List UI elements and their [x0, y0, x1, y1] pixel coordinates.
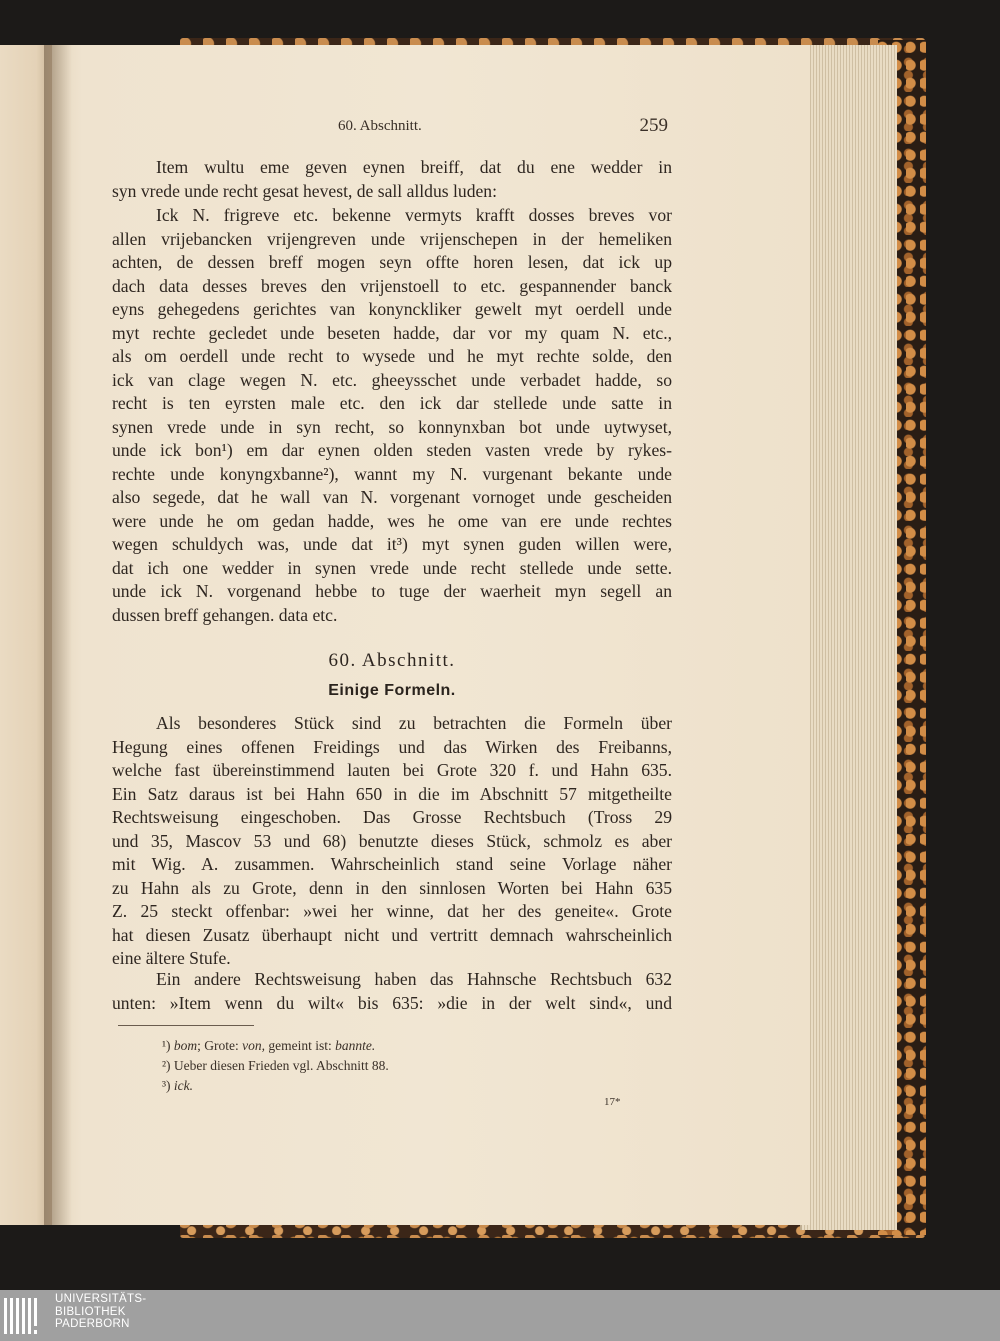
text-line: Z. 25 steckt offenbar: »wei her winne, dat her des geneite«. Grote	[112, 901, 672, 921]
text-line: eyns gehegedens gerichtes van konynckliker gewelt myt oerdell unde	[112, 299, 672, 319]
footnote-text: ; Grote:	[197, 1038, 243, 1053]
footnote-rule	[118, 1025, 254, 1026]
text-line: Ein Satz daraus ist bei Hahn 650 in die im Abschnitt 57 mitgetheilte	[112, 783, 672, 804]
section-subtitle: Einige Formeln.	[328, 682, 456, 699]
footnote-text: Ueber diesen Frieden vgl. Abschnitt 88.	[173, 1058, 389, 1073]
text-line: rechte unde konyngxbanne²), wannt my N. vurgenant bekante unde	[112, 463, 672, 484]
text-line: synen vrede unde in syn recht, so konnynxban bot unde uytwyset,	[112, 416, 672, 437]
text-line: wegen schuldych was, unde dat it³) myt synen guden willen were,	[112, 534, 672, 554]
paragraph-formula	[112, 204, 672, 627]
text-line: mit Wig. A. zusammen. Wahrscheinlich stand seine Vorlage näher	[112, 854, 672, 874]
text-line: Ein andere Rechtsweisung haben das Hahnsche Rechtsbuch 632	[156, 969, 672, 989]
page-header	[338, 115, 668, 142]
footnote-text: gemeint ist:	[265, 1038, 336, 1053]
footnote-text: ick.	[173, 1078, 194, 1093]
footnote-text: bannte.	[335, 1038, 376, 1053]
text-line: syn vrede unde recht gesat hevest, de sall alldus luden:	[112, 180, 497, 201]
text-line: dach data desses breves den vrijenstoell to etc. gespannender banck	[112, 275, 672, 296]
text-line: were unde he om gedan hadde, wes he ome van ere unde rechtes	[112, 510, 672, 531]
text-line: als om oerdell unde recht to wysede und he myt rechte solde, den	[112, 346, 672, 366]
text-line: und 35, Mascov 53 und 68) benutzte dieses Stück, schmolz es aber	[112, 830, 672, 851]
text-line: achten, de dessen breff mogen seyn offte horen lesen, dat ick up	[112, 252, 672, 272]
text-line: Ick N. frigreve etc. bekenne vermyts krafft dosses breves vor	[156, 205, 672, 225]
text-line: allen vrijebancken vrijengreven unde vrijenschepen in der hemeliken	[112, 228, 672, 249]
text-line: recht is ten eyrsten male etc. den ick dar stellede unde satte in	[112, 393, 672, 413]
text-line: unde ick N. vorgenand hebbe to tuge der waerheit myn segell an	[112, 581, 672, 601]
footnote-text: bom	[173, 1038, 198, 1053]
signature-mark: 17*	[604, 1096, 621, 1108]
page-number: 259	[639, 115, 668, 136]
text-line: Hegung eines offenen Freidings und das Wirken des Freibanns,	[112, 736, 672, 757]
library-logo-icon	[4, 1294, 46, 1338]
text-line: dat ich one wedder in synen vrede unde recht stellede unde sette.	[112, 557, 672, 578]
footnote-mark: ¹)	[162, 1038, 171, 1053]
text-line: ick van clage wegen N. etc. gheeysschet unde verbadet hadde, so	[112, 369, 672, 390]
page-edges	[800, 45, 897, 1230]
text-line: dussen breff gehangen. data etc.	[112, 604, 338, 625]
section-heading: 60. Abschnitt.	[328, 650, 456, 671]
paragraph-section	[112, 712, 672, 971]
text-line: also segede, dat he wall van N. vorgenant vornoget unde gescheiden	[112, 487, 672, 507]
footnote-text: von,	[242, 1038, 266, 1053]
footnotes	[162, 1036, 389, 1096]
library-footer-bar	[0, 1290, 1000, 1341]
text-line: unde ick bon¹) em dar eynen olden steden vasten vrede by rykes-	[112, 440, 672, 460]
footnote-mark: ²)	[162, 1058, 171, 1073]
logo-line: PADERBORN	[55, 1318, 130, 1330]
running-head: 60. Abschnitt.	[338, 118, 422, 134]
logo-line: UNIVERSITÄTS-	[55, 1293, 147, 1305]
spine-shadow	[44, 45, 72, 1225]
text-line: hat diesen Zusatz überhaupt nicht und vertritt demnach wahrscheinlich	[112, 924, 672, 945]
text-line: Rechtsweisung eingeschoben. Das Grosse Rechtsbuch (Tross 29	[112, 807, 672, 827]
library-logo-text	[55, 1293, 146, 1331]
text-line: Als besonderes Stück sind zu betrachten die Formeln über	[156, 713, 672, 733]
footnote-3	[162, 1076, 389, 1096]
text-line: Item wultu eme geven eynen breiff, dat du ene wedder in	[156, 157, 672, 177]
paragraph-continuation	[112, 968, 672, 1015]
text-line: unten: »Item wenn du wilt« bis 635: »die in der welt sind«, und	[112, 992, 672, 1013]
paragraph-intro	[112, 156, 672, 203]
logo-line: BIBLIOTHEK	[55, 1305, 126, 1318]
footnote-2	[162, 1056, 389, 1076]
text-line: myt rechte gecledet unde beseten hadde, dar vor my quam N. etc.,	[112, 322, 672, 343]
text-line: zu Hahn als zu Grote, denn in den sinnlosen Worten bei Hahn 635	[112, 877, 672, 898]
text-line: eine ältere Stufe.	[112, 948, 231, 968]
text-line: welche fast übereinstimmend lauten bei Grote 320 f. und Hahn 635.	[112, 760, 672, 780]
footnote-mark: ³)	[162, 1078, 171, 1093]
footnote-1	[162, 1036, 389, 1056]
